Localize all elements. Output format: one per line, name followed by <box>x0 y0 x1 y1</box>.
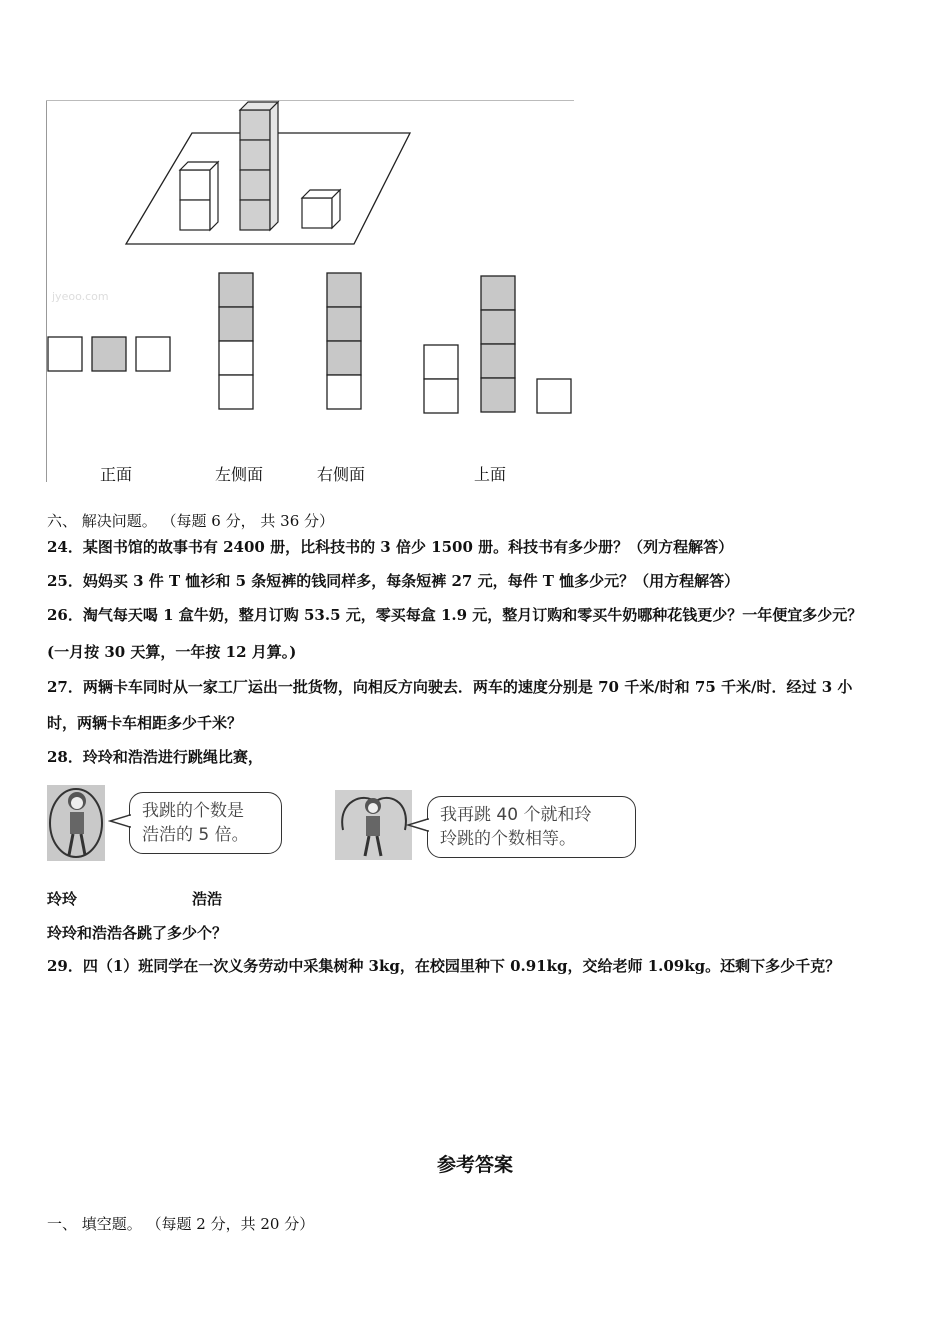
name-haohao: 浩浩 <box>192 890 223 908</box>
girl-icon <box>47 785 105 861</box>
speech-bubble-haohao <box>427 796 636 858</box>
boy-icon <box>335 790 412 860</box>
cube-single-right <box>302 190 340 228</box>
bubble-tail-right <box>406 818 430 832</box>
name-lingling: 玲玲 <box>47 890 78 908</box>
problem-28: 28．玲玲和浩浩进行跳绳比赛， <box>47 748 263 766</box>
bubble-left-line2: 浩浩的 5 倍。 <box>142 825 249 845</box>
problem-26-line1: 26．淘气每天喝 1 盒牛奶，整月订购 53.5 元，零买每盒 1.9 元，整月订购和零买牛奶哪种花钱更少？一年便宜多少元？ <box>47 606 863 624</box>
view-label-top: 上面 <box>474 465 507 484</box>
bubble-tail-left <box>108 814 132 828</box>
section6-heading: 六、 解决问题。 （每题 6 分， 共 36 分） <box>47 512 335 530</box>
problem-25: 25．妈妈买 3 件 T 恤衫和 5 条短裤的钱同样多，每条短裤 27 元，每件 T 恤多少元？（用方程解答） <box>47 572 740 590</box>
cube-stack-left <box>180 162 218 230</box>
bubble-right-line1: 我再跳 40 个就和玲 <box>440 805 592 825</box>
problem-27-line1: 27．两辆卡车同时从一家工厂运出一批货物，向相反方向驶去．两车的速度分别是 70 千米/时和 75 千米/时．经过 3 小 <box>47 678 853 696</box>
cube-views-figure <box>46 100 574 482</box>
watermark: jyeoo.com <box>52 290 109 303</box>
boy-jumping-rope-illustration <box>335 790 412 860</box>
bubble-right-line2: 玲跳的个数相等。 <box>440 829 576 849</box>
view-right-side <box>327 273 361 409</box>
bubble-left-line1: 我跳的个数是 <box>142 801 244 821</box>
problem-29: 29．四（1）班同学在一次义务劳动中采集树种 3kg，在校园里种下 0.91kg，交给老师 1.09kg。还剩下多少千克？ <box>47 957 841 975</box>
problem-24: 24．某图书馆的故事书有 2400 册，比科技书的 3 倍少 1500 册。科技书有多少册？（列方程解答） <box>47 538 734 556</box>
answers-section1-heading: 一、 填空题。 （每题 2 分，共 20 分） <box>47 1215 315 1233</box>
problem-28-question: 玲玲和浩浩各跳了多少个？ <box>47 924 228 942</box>
problem-27-line2: 时，两辆卡车相距多少千米？ <box>47 714 243 732</box>
cube-figure-svg <box>46 100 574 482</box>
view-left-side <box>219 273 253 409</box>
view-label-right-side: 右侧面 <box>317 465 366 484</box>
view-label-left-side: 左侧面 <box>215 465 264 484</box>
girl-jumping-rope-illustration <box>47 785 105 861</box>
problem-26-line2: (一月按 30 天算，一年按 12 月算。) <box>47 643 297 661</box>
answers-title: 参考答案 <box>436 1154 513 1176</box>
cube-stack-middle <box>240 102 278 230</box>
view-front <box>48 337 170 371</box>
view-top <box>424 276 571 413</box>
speech-bubble-lingling <box>129 792 282 854</box>
view-label-front: 正面 <box>100 465 133 484</box>
